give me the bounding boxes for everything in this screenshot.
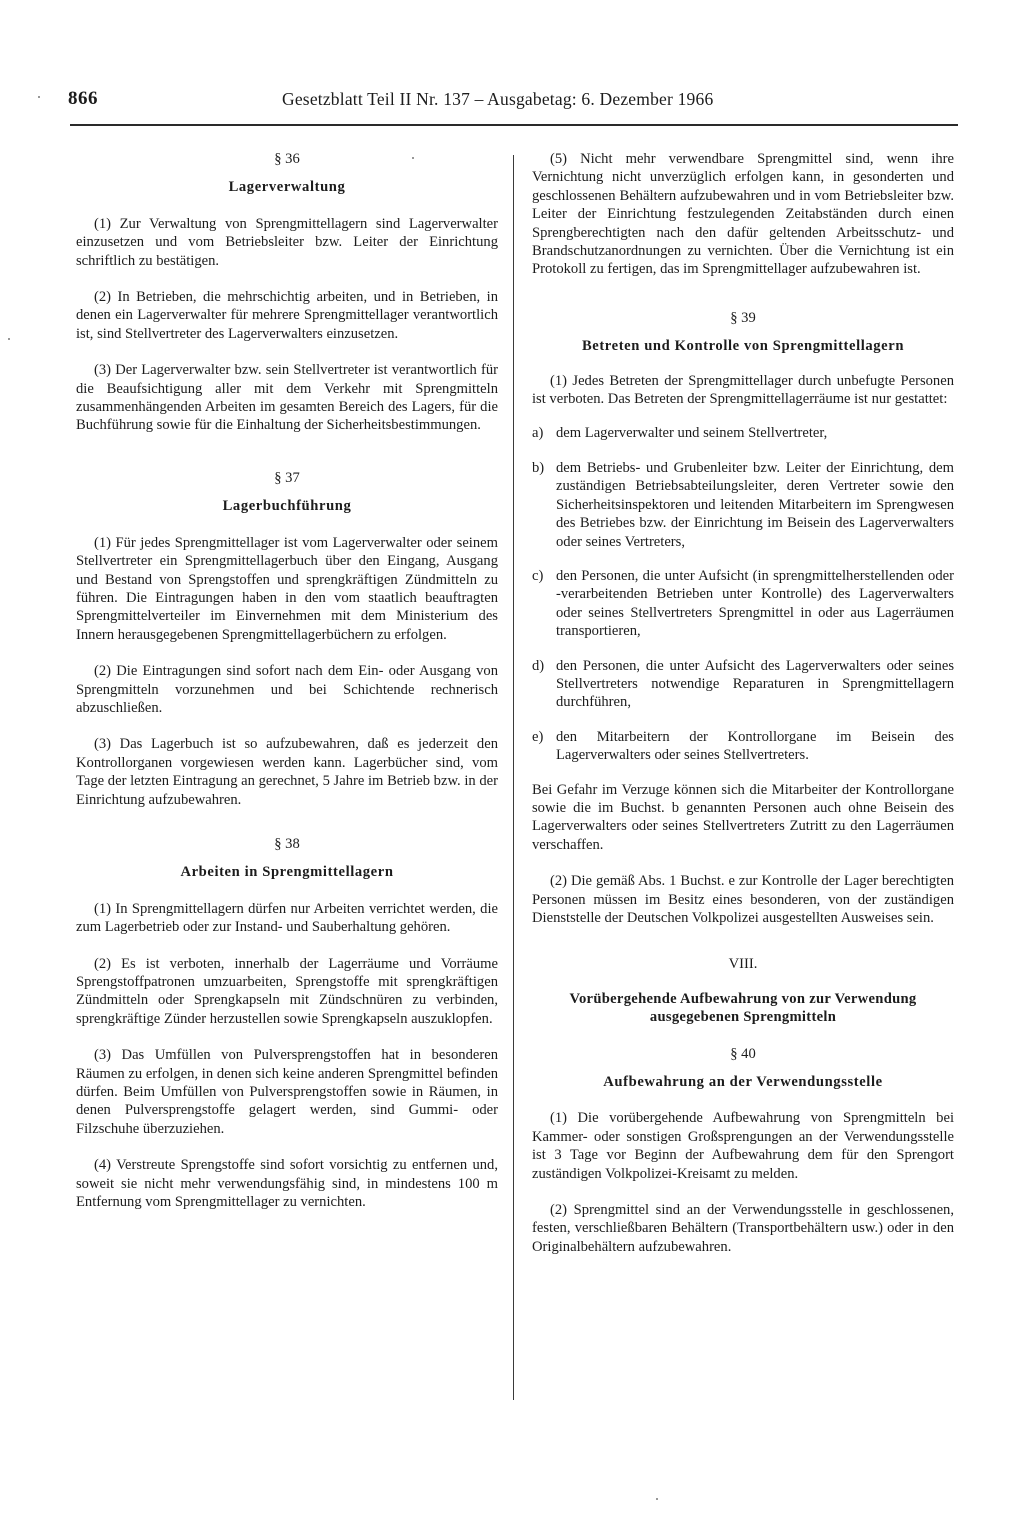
section-39-number: § 39 [730, 309, 756, 326]
section-40-title: Aufbewahrung an der Verwendungsstelle [603, 1074, 883, 1091]
left-column [76, 150, 498, 1211]
section-37-number: § 37 [274, 469, 300, 486]
section-38-title: Arbeiten in Sprengmittellagern [180, 864, 394, 881]
item-text: dem Lagerverwalter und seinem Stellvertreter, [556, 425, 828, 442]
section-38-paragraph-2: (2) Es ist verboten, innerhalb der Lagerräume und Vorräume Sprengstoffpatronen umzuarbeiten, Sprengstoffe mit sprengkräftigen Zündmitteln oder Sprengkapseln mit Zündschnüren zu verbinden, sprengkräftige Zünder herzustellen sowie Sprengkapseln auszuklopfen. [76, 955, 498, 1027]
section-38-paragraph-4: (4) Verstreute Sprengstoffe sind sofort vorsichtig zu entfernen und, soweit sie nicht mehr verwendungsfähig sind, in mindestens 100 m Entfernung vom Sprengmittellager zu vernichten. [76, 1157, 498, 1211]
section-39-paragraph-1: (1) Jedes Betreten der Sprengmittellager durch unbefugte Personen ist verboten. Das Betreten der Sprengmittellagerräume ist nur gestattet: [532, 372, 954, 408]
section-38-paragraph-1: (1) In Sprengmittellagern dürfen nur Arbeiten verrichtet werden, die zum Lagerbetrieb oder zur Instand- und Sauberhaltung gehören. [76, 900, 498, 936]
page-header [68, 88, 784, 118]
item-label: b) [532, 459, 545, 476]
scan-mark [38, 96, 40, 98]
item-text: den Personen, die unter Aufsicht (in sprengmittelherstellenden oder -verarbeitenden Betrieben unter Kontrolle) des Lagerverwalters oder seines Stellvertreters Sprengmittel in oder aus Lagerräumen transportieren, [556, 567, 954, 640]
section-37-title: Lagerbuchführung [222, 498, 352, 515]
section-36-paragraph-2: (2) In Betrieben, die mehrschichtig arbeiten, und in Betrieben, in denen ein Lagerverwalter für mehrere Sprengmittellager verantwortlich ist, sind Stellvertreter des Lagerverwalters einzusetzen. [76, 289, 498, 342]
section-39-item-a [532, 424, 954, 442]
section-37-paragraph-2: (2) Die Eintragungen sind sofort nach dem Ein- oder Ausgang von Sprengmitteln vorzunehmen und bei Schichtende rechnerisch abzuschließen. [76, 663, 498, 716]
section-36-paragraph-1: (1) Zur Verwaltung von Sprengmittellagern sind Lagerverwalter einzusetzen und vom Betriebsleiter bzw. Leiter der Einrichtung schriftlich zu bestätigen. [76, 215, 498, 269]
section-39-item-b [532, 459, 954, 551]
chapter-title-line-2: ausgegebenen Sprengmitteln [649, 1009, 837, 1026]
section-39-paragraph-2: (2) Die gemäß Abs. 1 Buchst. e zur Kontrolle der Lager berechtigten Personen müssen im Besitz eines besonderen, von der zuständigen Dienststelle der Deutschen Volkpolizei ausgestellten Ausweises sein. [532, 873, 954, 926]
section-36-title: Lagerverwaltung [228, 179, 346, 196]
section-39-title: Betreten und Kontrolle von Sprengmittellagern [581, 338, 905, 355]
chapter-number: VIII. [728, 956, 758, 973]
section-39-item-e [532, 728, 954, 765]
item-text: den Mitarbeitern der Kontrollorgane im Beisein des Lagerverwalters oder seines Stellvertreters. [556, 728, 954, 764]
section-39-item-c [532, 567, 954, 641]
item-label: c) [532, 567, 544, 584]
section-38-number: § 38 [274, 835, 300, 852]
section-40-number: § 40 [730, 1045, 756, 1062]
scan-mark [656, 1498, 658, 1500]
section-36-number: § 36 [274, 151, 300, 167]
section-37-paragraph-1: (1) Für jedes Sprengmittellager ist vom Lagerverwalter oder seinem Stellvertreter ein Sprengmittellagerbuch über den Eingang, Ausgang und Bestand von Sprengstoffen und sprengkräftigen Zündmitteln zu führen. Die Eintragungen haben in den vom staatlich beauftragten Sprengmittelverteiler im Einvernehmen mit dem Ministerium des Innern herausgegebenen Sprengmittellagerbüchern zu erfolgen. [76, 534, 498, 643]
column-divider [513, 155, 514, 1400]
section-36-paragraph-3: (3) Der Lagerverwalter bzw. sein Stellvertreter ist verantwortlich für die Beaufsichtigung aller mit dem Verkehr mit Sprengmitteln zusammenhängenden Arbeiten im gesamten Bereich des Lagers, für die Buchführung sowie für die Einhaltung der Sicherheitsbestimmungen. [76, 362, 498, 434]
section-38-paragraph-3: (3) Das Umfüllen von Pulversprengstoffen hat in besonderen Räumen zu erfolgen, in denen sich keine anderen Sprengmittel befinden dürfen. Beim Umfüllen von Pulversprengstoffen sowie in Räumen, in denen Pulversprengstoffe gelagert werden, sind Gummi- oder Filzschuhe überzuziehen. [76, 1047, 498, 1137]
section-40-paragraph-1: (1) Die vorübergehende Aufbewahrung von Sprengmitteln bei Kammer- oder sonstigen Großsprengungen an der Verwendungsstelle ist 3 Tage vor Beginn der Aufbewahrung dem für den Sprengort zuständigen Volkpolizei-Kreisamt zu melden. [532, 1110, 954, 1182]
page-number: 866 [68, 88, 98, 109]
header-rule [70, 124, 958, 126]
section-39-item-d [532, 657, 954, 712]
item-label: a) [532, 425, 544, 442]
scan-mark [8, 338, 10, 340]
item-label: d) [532, 657, 545, 674]
item-label: e) [532, 728, 544, 745]
section-39-danger-paragraph: Bei Gefahr im Verzuge können sich die Mitarbeiter der Kontrollorgane sowie die im Buchst. b genannten Personen auch ohne Beisein des Lagerverwalters oder seines Stellvertreters Zutritt zu den Lagerräumen verschaffen. [532, 781, 954, 853]
chapter-title-line-1: Vorübergehende Aufbewahrung von zur Verwendung [569, 990, 917, 1007]
section-40-paragraph-2: (2) Sprengmittel sind an der Verwendungsstelle in geschlossenen, festen, verschließbaren Behältern (Transportbehältern usw.) oder in den Originalbehältern aufzubewahren. [532, 1202, 954, 1255]
section-38-paragraph-5: (5) Nicht mehr verwendbare Sprengmittel sind, wenn ihre Vernichtung nicht unverzüglich erfolgen kann, in gesonderten und geschlossenen Behältern aufzubewahren und in vom Betriebsleiter bzw. Leiter der Einrichtung festzulegenden Zeitabständen durch einen Sprengberechtigten nach den dafür geltenden Arbeitsschutz- und Brandschutzanordnungen zu vernichten. Über die Vernichtung ist ein Protokoll zu fertigen, das im Sprengmittellager aufzubewahren ist. [532, 151, 954, 278]
item-text: den Personen, die unter Aufsicht des Lagerverwalters oder seines Stellvertreters notwendige Reparaturen in Sprengmittellagern durchführen, [556, 657, 954, 711]
section-37-paragraph-3: (3) Das Lagerbuch ist so aufzubewahren, daß es jederzeit den Kontrollorganen vorgewiesen werden kann. Lagerbücher sind, vom Tage der letzten Eintragung an gerechnet, 5 Jahre im Betrieb bzw. in der Einrichtung aufzubewahren. [76, 736, 498, 808]
right-column [532, 150, 954, 1256]
scan-mark [412, 157, 414, 159]
item-text: dem Betriebs- und Grubenleiter bzw. Leiter der Einrichtung, dem zuständigen Betriebsabteilungsleiter, deren Vertreter sowie den Sicherheitsinspektoren und leitenden Mitarbeitern im Sprengwesen des Betriebes bzw. der Einrichtung im Beisein des Lagerverwalters oder seines Vertreters, [556, 459, 954, 550]
header-title: Gesetzblatt Teil II Nr. 137 – Ausgabetag: 6. Dezember 1966 [282, 89, 714, 109]
